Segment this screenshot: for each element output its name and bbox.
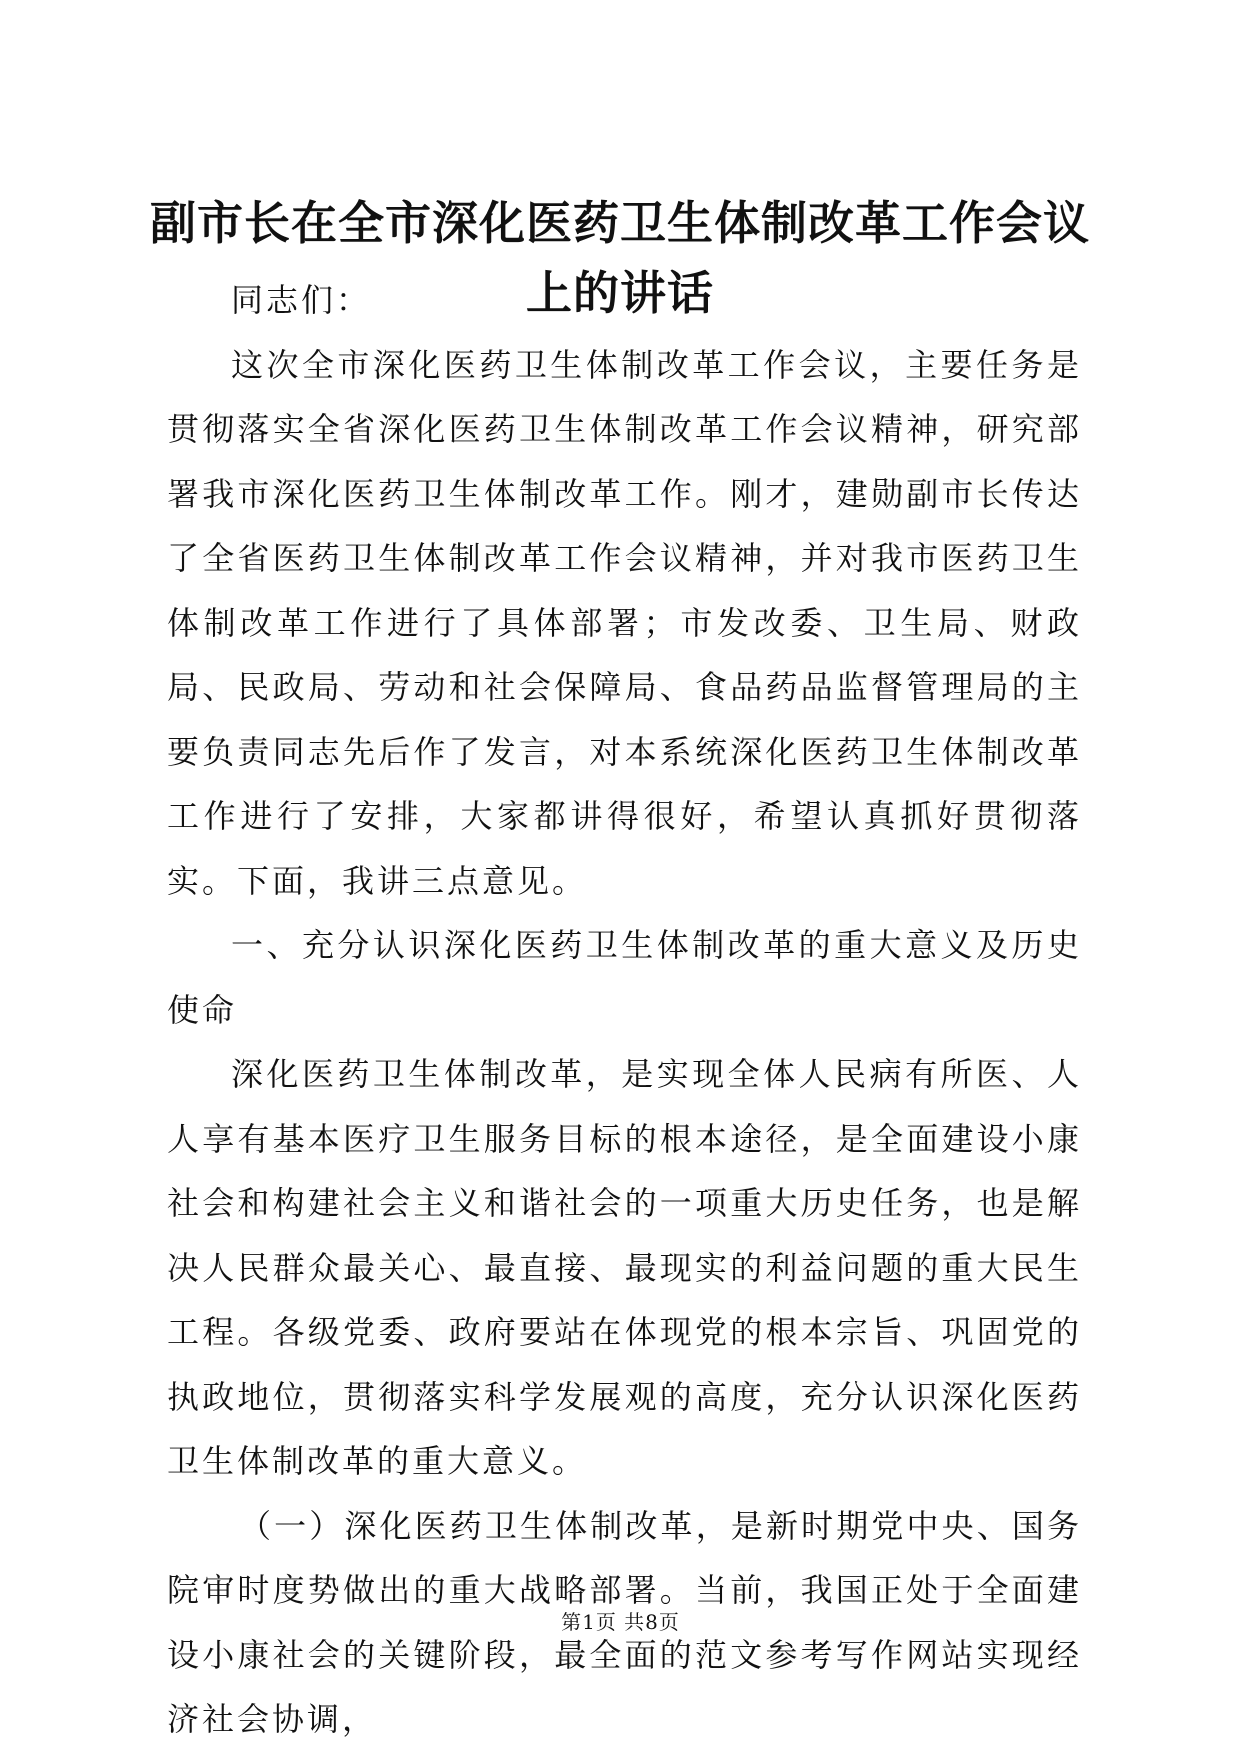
document-body — [167, 268, 1082, 1752]
title-line-1: 副市长在全市深化医药卫生体制改革工作会议 — [150, 196, 1090, 250]
title-line-2: 上的讲话 — [526, 266, 714, 320]
section-heading-1: 一、充分认识深化医药卫生体制改革的重大意义及历史使命 — [167, 926, 1082, 1029]
page-number-footer: 第1页 共8页 — [561, 1610, 680, 1634]
paragraph-intro: 这次全市深化医药卫生体制改革工作会议，主要任务是贯彻落实全省深化医药卫生体制改革工作会议精神，研究部署我市深化医药卫生体制改革工作。刚才，建勋副市长传达了全省医药卫生体制改革工作会议精神，并对我市医药卫生体制改革工作进行了具体部署；市发改委、卫生局、财政局、民政局、劳动和社会保障局、食品药品监督管理局的主要负责同志先后作了发言，对本系统深化医药卫生体制改革工作进行了安排，大家都讲得很好，希望认真抓好贯彻落实。下面，我讲三点意见。 — [167, 345, 1082, 900]
paragraph-subsection-1: （一）深化医药卫生体制改革，是新时期党中央、国务院审时度势做出的重大战略部署。当前，我国正处于全面建设小康社会的关键阶段，最全面的范文参考写作网站实现经济社会协调， — [167, 1506, 1082, 1738]
salutation: 同志们： — [231, 281, 372, 319]
paragraph-significance: 深化医药卫生体制改革，是实现全体人民病有所医、人人享有基本医疗卫生服务目标的根本途径，是全面建设小康社会和构建社会主义和谐社会的一项重大历史任务，也是解决人民群众最关心、最直接、最现实的利益问题的重大民生工程。各级党委、政府要站在体现党的根本宗旨、巩固党的执政地位，贯彻落实科学发展观的高度，充分认识深化医药卫生体制改革的重大意义。 — [167, 1055, 1082, 1480]
